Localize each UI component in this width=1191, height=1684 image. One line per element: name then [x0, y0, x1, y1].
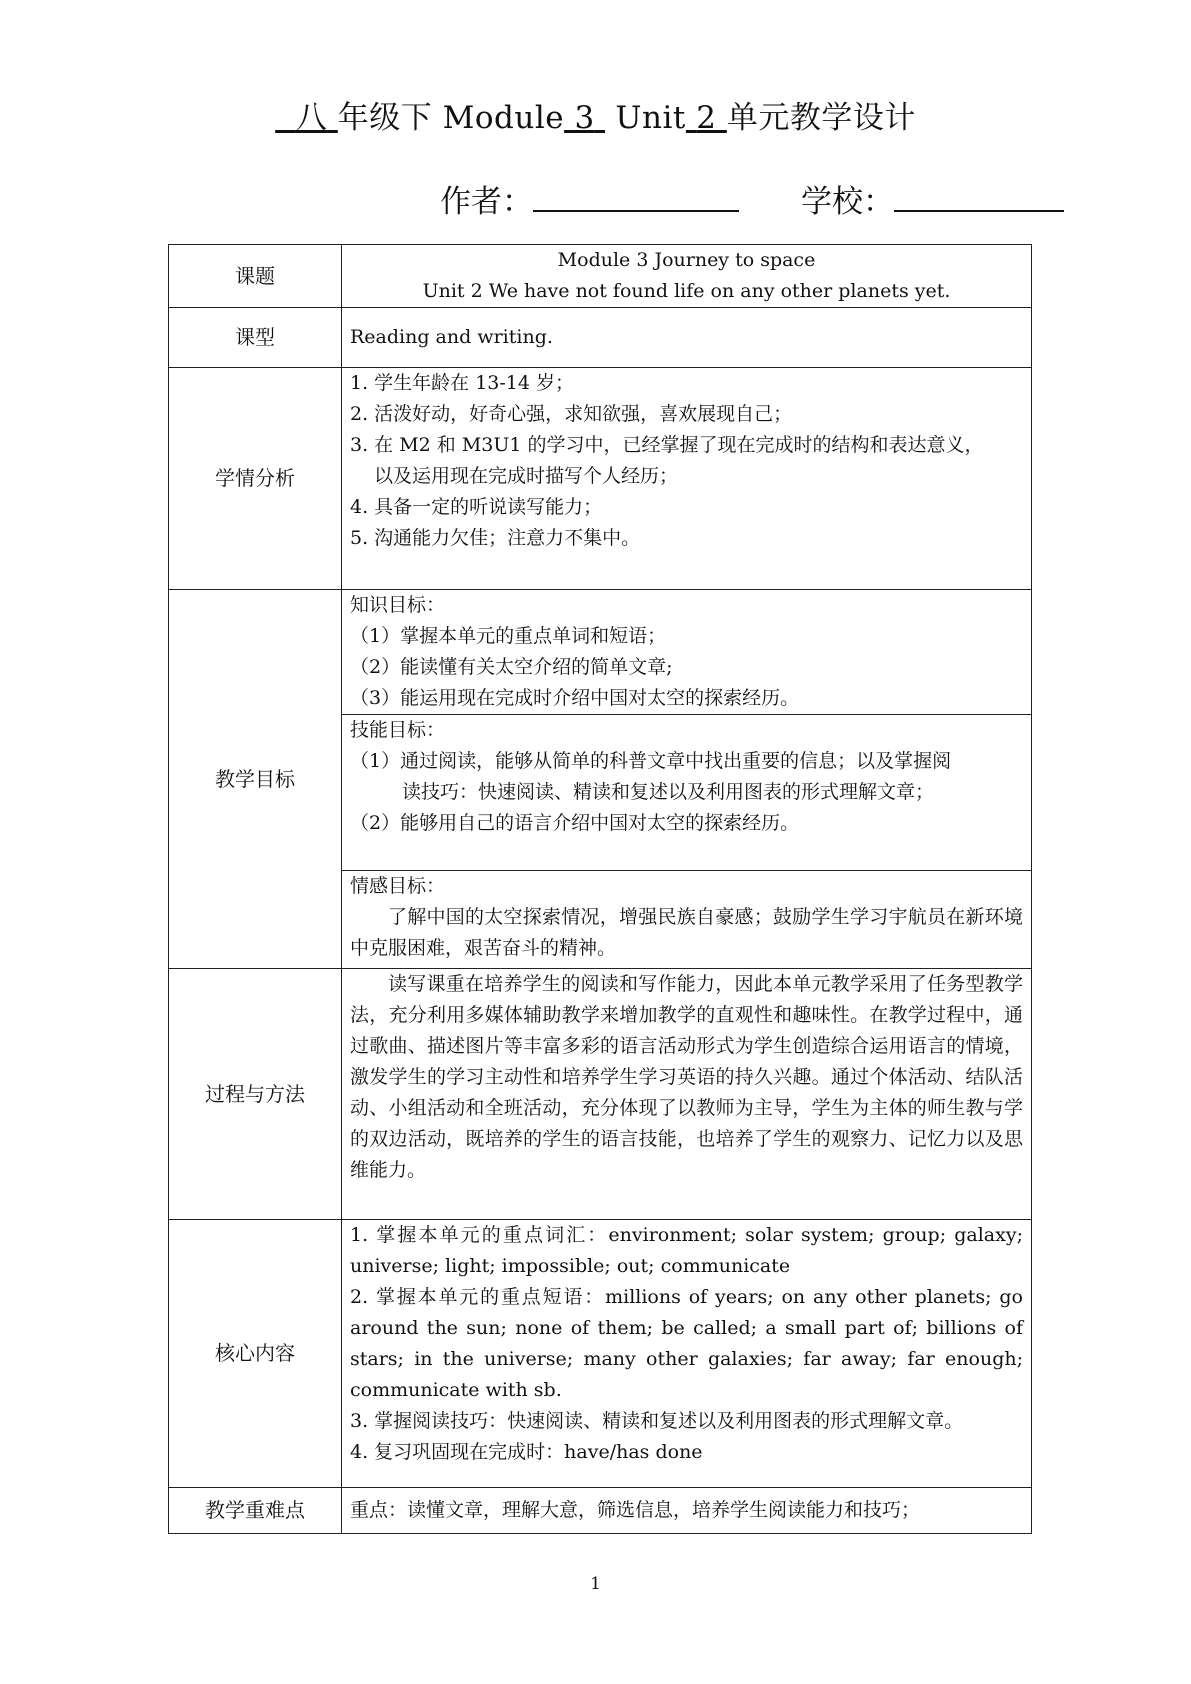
label-difficulty: 教学重难点: [169, 1488, 342, 1534]
unit-blank: 2: [696, 100, 717, 136]
knowledge-heading: 知识目标：: [350, 594, 446, 616]
topic-module: Module 3 Journey to space: [557, 249, 816, 271]
core-cell: [342, 1220, 1032, 1488]
grade-blank: 八: [295, 100, 328, 136]
core-item: 4. 复习巩固现在完成时：have/has done: [350, 1441, 703, 1463]
core-item: 1. 掌握本单元的重点词汇：environment; solar system; group; galaxy; universe; light; impossible; out; communicate: [350, 1224, 1023, 1277]
page-title: [0, 92, 1191, 137]
knowledge-item: （3）能运用现在完成时介绍中国对太空的探索经历。: [350, 687, 800, 709]
skill-item: 读技巧：快速阅读、精读和复述以及利用图表的形式理解文章；: [402, 781, 935, 803]
emotion-cell: [342, 871, 1032, 969]
analysis-item: 1. 学生年龄在 13-14 岁；: [350, 372, 575, 394]
row-core: [169, 1220, 1032, 1488]
analysis-cell: [342, 368, 1032, 590]
row-analysis: [169, 368, 1032, 590]
lesson-type-cell: [342, 308, 1032, 368]
analysis-item: 3. 在 M2 和 M3U1 的学习中，已经掌握了现在完成时的结构和表达意义，: [350, 434, 984, 456]
row-difficulty: [169, 1488, 1032, 1534]
process-text: 读写课重在培养学生的阅读和写作能力，因此本单元教学采用了任务型教学法，充分利用多媒体辅助教学来增加教学的直观性和趣味性。在教学过程中，通过歌曲、描述图片等丰富多彩的语言活动形式为学生创造综合运用语言的情境，激发学生的学习主动性和培养学生学习英语的持久兴趣。通过个体活动、结队活动、小组活动和全班活动，充分体现了以教师为主导，学生为主体的师生教与学的双边活动，既培养的学生的语言技能，也培养了学生的观察力、记忆力以及思维能力。: [350, 973, 1023, 1181]
school-label: 学校：: [801, 184, 894, 220]
label-core: 核心内容: [169, 1220, 342, 1488]
analysis-item: 4. 具备一定的听说读写能力；: [350, 496, 603, 518]
emotion-text: 了解中国的太空探索情况，增强民族自豪感；鼓励学生学习宇航员在新环境中克服困难，艰苦奋斗的精神。: [350, 906, 1023, 959]
emotion-heading: 情感目标：: [350, 875, 446, 897]
page-number: 1: [590, 1574, 601, 1594]
author-school-line: [440, 176, 1140, 221]
difficulty-cell: [342, 1488, 1032, 1534]
school-blank: [894, 182, 1064, 212]
knowledge-cell: [342, 590, 1032, 715]
unit-prefix: Unit: [615, 100, 686, 136]
grade-suffix: 年级下 Module: [337, 100, 565, 136]
module-blank: 3: [574, 100, 595, 136]
label-topic: 课题: [169, 245, 342, 308]
row-process: [169, 969, 1032, 1220]
lesson-plan-table: [168, 244, 1032, 1534]
analysis-item: 5. 沟通能力欠佳；注意力不集中。: [350, 527, 641, 549]
skill-cell: [342, 715, 1032, 871]
process-cell: [342, 969, 1032, 1220]
difficulty-text: 重点：读懂文章，理解大意，筛选信息，培养学生阅读能力和技巧；: [350, 1499, 921, 1521]
analysis-item: 以及运用现在完成时描写个人经历；: [374, 465, 679, 487]
knowledge-item: （1）掌握本单元的重点单词和短语；: [350, 625, 667, 647]
knowledge-item: （2）能读懂有关太空介绍的简单文章;: [350, 656, 673, 678]
skill-item: （2）能够用自己的语言介绍中国对太空的探索经历。: [350, 812, 800, 834]
core-item: 3. 掌握阅读技巧：快速阅读、精读和复述以及利用图表的形式理解文章。: [350, 1410, 964, 1432]
title-suffix: 单元教学设计: [726, 100, 916, 136]
skill-item: （1）通过阅读，能够从简单的科普文章中找出重要的信息；以及掌握阅: [350, 750, 952, 772]
row-objectives-knowledge: [169, 590, 1032, 715]
skill-heading: 技能目标：: [350, 719, 446, 741]
row-lesson-type: [169, 308, 1032, 368]
author-label: 作者：: [440, 184, 533, 220]
analysis-item: 2. 活泼好动，好奇心强，求知欲强，喜欢展现自己；: [350, 403, 793, 425]
topic-cell: [342, 245, 1032, 308]
author-blank: [533, 182, 739, 212]
label-analysis: 学情分析: [169, 368, 342, 590]
label-process: 过程与方法: [169, 969, 342, 1220]
label-lesson-type: 课型: [169, 308, 342, 368]
lesson-type-value: Reading and writing.: [350, 326, 553, 348]
topic-unit: Unit 2 We have not found life on any other planets yet.: [422, 280, 951, 302]
row-topic: [169, 245, 1032, 308]
core-item: 2. 掌握本单元的重点短语：millions of years; on any other planets; go around the sun; none of them; be called; a small part of; billions of stars; in the universe; many other galaxies; far away; far enough; communicate with sb.: [350, 1286, 1023, 1401]
label-objectives: 教学目标: [169, 590, 342, 969]
